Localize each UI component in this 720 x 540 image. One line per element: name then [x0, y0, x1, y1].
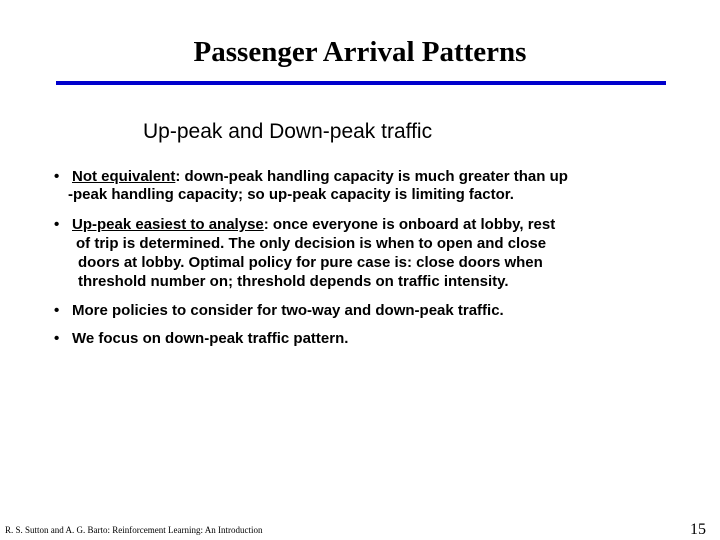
- bullet-text: More policies to consider for two-way and down-peak traffic.: [72, 302, 504, 319]
- bullet-first-line: [72, 167, 568, 186]
- bullet-continuation-line: threshold number on; threshold depends on traffic intensity.: [78, 273, 509, 290]
- bullet-text: : down-peak handling capacity is much greater than up: [175, 168, 568, 185]
- bullet-first-line: [72, 215, 555, 234]
- bullet-continuation-line: -peak handling capacity; so up-peak capacity is limiting factor.: [68, 186, 514, 203]
- page-number: 15: [690, 521, 706, 538]
- bullet-dot-icon: •: [54, 216, 60, 233]
- bullet-label: Not equivalent: [72, 168, 176, 185]
- bullet-dot-icon: •: [54, 302, 60, 319]
- bullet-dot-icon: •: [54, 330, 60, 347]
- title-divider: [56, 81, 666, 85]
- bullet-label: Up-peak easiest to analyse: [72, 216, 264, 233]
- slide-subtitle: Up-peak and Down-peak traffic: [143, 120, 433, 143]
- slide-title: Passenger Arrival Patterns: [193, 36, 527, 68]
- bullet-continuation-line: doors at lobby. Optimal policy for pure case is: close doors when: [78, 254, 543, 271]
- bullet-dot-icon: •: [54, 168, 60, 185]
- footer-citation: R. S. Sutton and A. G. Barto: Reinforcement Learning: An Introduction: [5, 525, 263, 535]
- bullet-text: We focus on down-peak traffic pattern.: [72, 330, 349, 347]
- bullet-continuation-line: of trip is determined. The only decision is when to open and close: [76, 235, 547, 252]
- bullet-text: : once everyone is onboard at lobby, rest: [263, 216, 556, 233]
